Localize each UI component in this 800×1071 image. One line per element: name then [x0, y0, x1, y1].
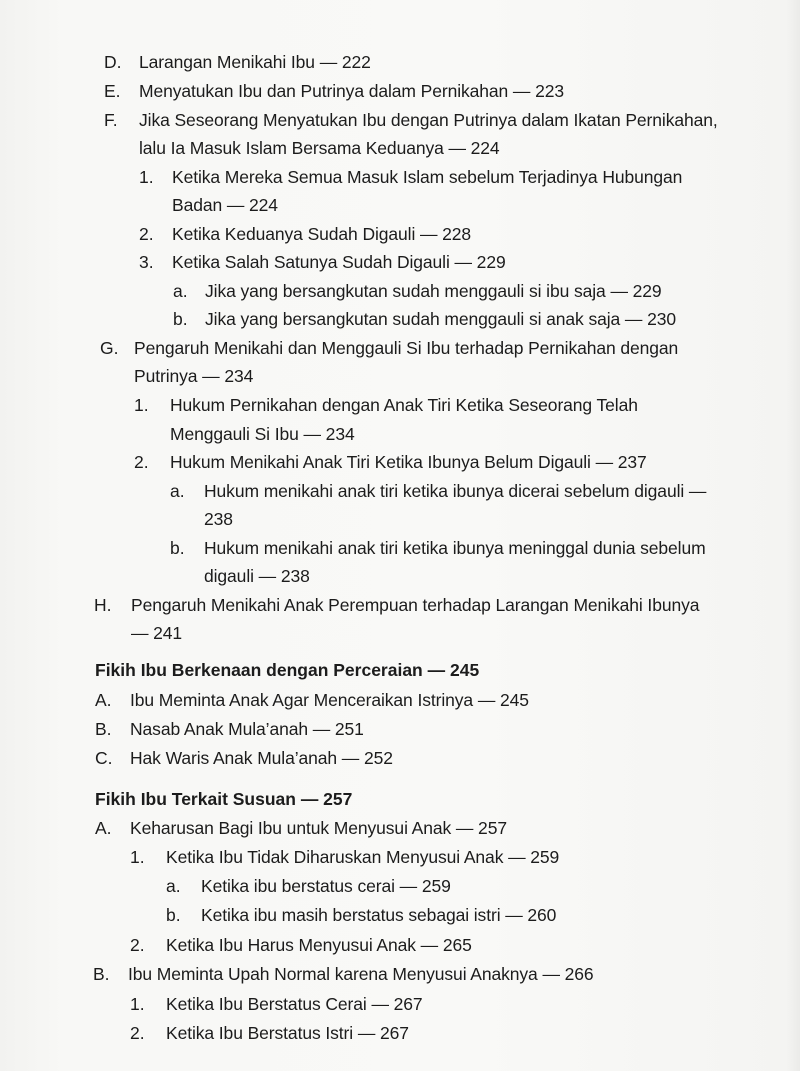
toc-marker: H. — [94, 595, 112, 615]
toc-entry-text-continued: — 241 — [131, 623, 183, 643]
toc-entry-text: Hak Waris Anak Mula’anah — 252 — [130, 748, 393, 768]
toc-entry-text: Ketika ibu masih berstatus sebagai istri — 260 — [201, 905, 557, 925]
toc-entry-text: Ibu Meminta Anak Agar Menceraikan Istrinya — 245 — [130, 690, 529, 710]
toc-entry-text: Nasab Anak Mula’anah — 251 — [130, 719, 364, 739]
toc-entry-text: Larangan Menikahi Ibu — 222 — [139, 52, 371, 72]
toc-marker: 2. — [134, 452, 149, 472]
toc-entry-text: Ketika Ibu Berstatus Cerai — 267 — [166, 994, 423, 1014]
toc-marker: F. — [104, 110, 118, 130]
toc-entry-text: Ketika Ibu Harus Menyusui Anak — 265 — [166, 935, 472, 955]
toc-marker: 1. — [130, 994, 145, 1014]
toc-marker: E. — [104, 81, 121, 101]
toc-entry-text-continued: lalu Ia Masuk Islam Bersama Keduanya — 224 — [139, 138, 500, 158]
toc-marker: B. — [93, 964, 110, 984]
toc-marker: 2. — [130, 935, 145, 955]
toc-entry-text-continued: Badan — 224 — [172, 195, 278, 215]
toc-entry-text: Pengaruh Menikahi dan Menggauli Si Ibu terhadap Pernikahan dengan — [134, 338, 679, 358]
toc-entry-text: Hukum menikahi anak tiri ketika ibunya dicerai sebelum digauli — — [204, 481, 707, 501]
toc-entry-text-continued: Putrinya — 234 — [134, 366, 254, 386]
toc-marker: a. — [166, 876, 181, 896]
toc-entry-text-continued: Menggauli Si Ibu — 234 — [170, 424, 355, 444]
toc-entry-text: Hukum menikahi anak tiri ketika ibunya meninggal dunia sebelum — [204, 538, 706, 558]
toc-marker: b. — [173, 309, 188, 329]
toc-marker: A. — [95, 818, 112, 838]
toc-entry-text: Pengaruh Menikahi Anak Perempuan terhadap Larangan Menikahi Ibunya — [131, 595, 700, 615]
toc-entry-text: Ketika Salah Satunya Sudah Digauli — 229 — [172, 252, 506, 272]
toc-marker: 1. — [134, 395, 149, 415]
section-heading: Fikih Ibu Terkait Susuan — 257 — [95, 789, 353, 809]
toc-entry-text: Jika yang bersangkutan sudah menggauli si anak saja — 230 — [205, 309, 676, 329]
toc-marker: G. — [100, 338, 119, 358]
toc-entry-text: Ketika Ibu Berstatus Istri — 267 — [166, 1023, 409, 1043]
toc-marker: a. — [170, 481, 185, 501]
toc-entry-text: Ketika Keduanya Sudah Digauli — 228 — [172, 224, 472, 244]
toc-marker: a. — [173, 281, 188, 301]
toc-marker: C. — [95, 748, 113, 768]
toc-entry-text: Ketika Ibu Tidak Diharuskan Menyusui Anak — 259 — [166, 847, 560, 867]
toc-entry-text: Hukum Pernikahan dengan Anak Tiri Ketika Seseorang Telah — [170, 395, 638, 415]
toc-entry-text: Keharusan Bagi Ibu untuk Menyusui Anak — 257 — [130, 818, 507, 838]
toc-entry-text: Ibu Meminta Upah Normal karena Menyusui Anaknya — 266 — [128, 964, 594, 984]
toc-entry-text: Hukum Menikahi Anak Tiri Ketika Ibunya Belum Digauli — 237 — [170, 452, 647, 472]
toc-entry-text: Ketika ibu berstatus cerai — 259 — [201, 876, 451, 896]
toc-marker: 1. — [139, 167, 154, 187]
toc-marker: 2. — [139, 224, 154, 244]
toc-entry-text: Menyatukan Ibu dan Putrinya dalam Pernikahan — 223 — [139, 81, 564, 101]
section-heading: Fikih Ibu Berkenaan dengan Perceraian — 245 — [95, 660, 480, 680]
toc-marker: 2. — [130, 1023, 145, 1043]
toc-marker: 1. — [130, 847, 145, 867]
toc-marker: 3. — [139, 252, 154, 272]
toc-marker: b. — [166, 905, 181, 925]
toc-marker: B. — [95, 719, 112, 739]
toc-entry-text: Jika yang bersangkutan sudah menggauli si ibu saja — 229 — [205, 281, 662, 301]
toc-entry-text-continued: 238 — [204, 509, 233, 529]
toc-entry-text-continued: digauli — 238 — [204, 566, 310, 586]
toc-entry-text: Ketika Mereka Semua Masuk Islam sebelum Terjadinya Hubungan — [172, 167, 683, 187]
toc-marker: A. — [95, 690, 112, 710]
toc-marker: D. — [104, 52, 122, 72]
toc-marker: b. — [170, 538, 185, 558]
toc-entry-text: Jika Seseorang Menyatukan Ibu dengan Putrinya dalam Ikatan Pernikahan, — [139, 110, 718, 130]
